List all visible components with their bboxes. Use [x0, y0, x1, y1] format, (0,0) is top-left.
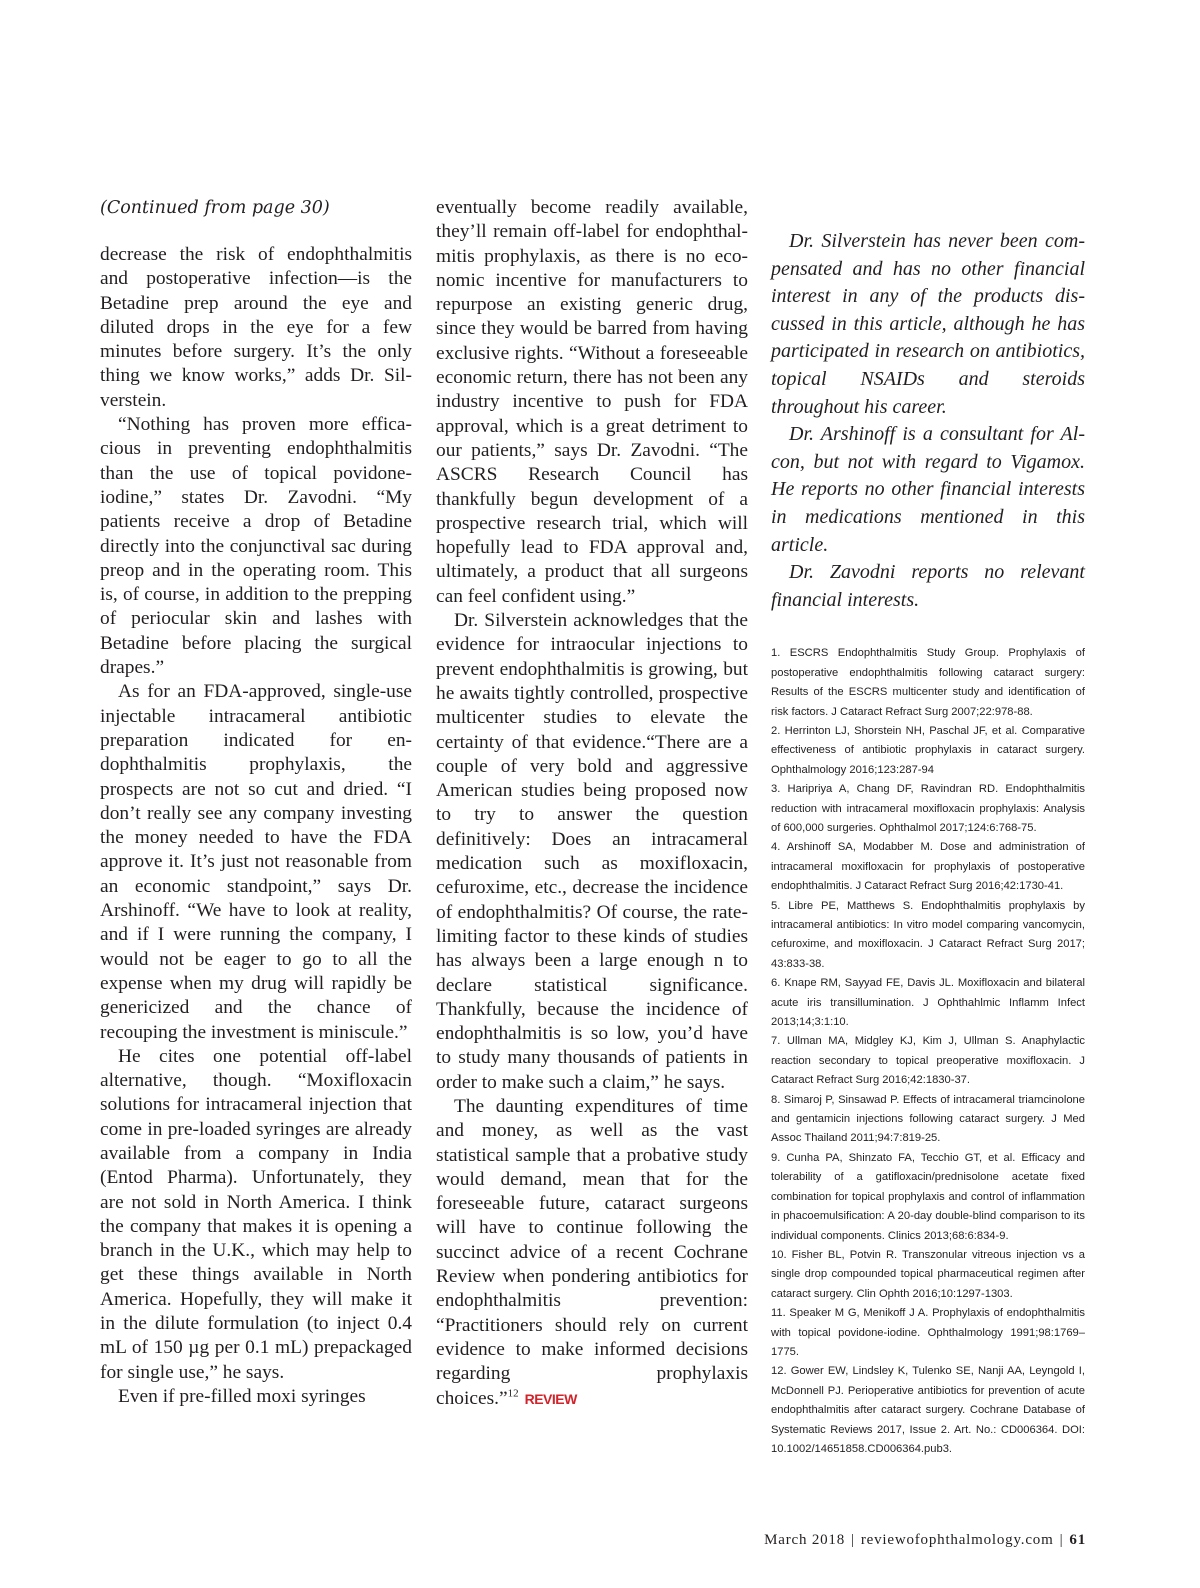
reference-item: 3. Haripriya A, Chang DF, Ravindran RD. Endophthalmitis reduction with intracameral moxifloxacin prophylaxis: Analysis of 600,000 surgeries. Ophthalmol 2017;124:6:768-75. [771, 783, 1085, 834]
reference-item: 4. Arshinoff SA, Modabber M. Dose and administration of intracameral moxifloxacin for prophylaxis of postoperative endophthalmitis. J Cataract Refract Surg 2016;42:1730-41. [771, 841, 1085, 893]
reference-item: 11. Speaker M G, Menikoff J A. Prophylaxis of endophthalmitis with topical povidone-iodine. Ophthalmology 1991;98:1769–1775. [771, 1307, 1085, 1358]
page-footer [600, 1532, 1086, 1549]
reference-item: 5. Libre PE, Matthews S. Endophthalmitis prophylaxis by intracameral antibiotics: In vitro model comparing vancomycin, cefuroxime, and moxifloxacin. J Cataract Refract Surg 2017; 43:833-38. [771, 899, 1085, 970]
footer-separator: | [851, 1532, 855, 1548]
reference-item: 6. Knape RM, Sayyad FE, Davis JL. Moxifloxacin and bilateral acute iris transillumination. J Ophthahlmic Inflamm Infect 2013;14;3:1:10. [771, 977, 1085, 1029]
paragraph: As for an FDA-approved, single-use injectable intracameral antibiotic preparation indicated for endophthalmitis prophylaxis, the prospects are not so cut and dried. “I don’t really see any company investing the money needed to have the FDA approve it. It’s just not reasonable from an economic standpoint,” says Dr. Arshinoff. “We have to look at reality, and if I were running the company, I would not be eager to go to all the expense when my drug will rapidly be genericized and the chance of recouping the investment is miniscule.” [100, 681, 412, 1043]
paragraph: Even if pre-filled moxi syringes [118, 1385, 366, 1407]
reference-item: 8. Simaroj P, Sinsawad P. Effects of intracameral triamcinolone and gentamicin injections following cataract surgery. J Med Assoc Thailand 2011;94:7:819-25. [771, 1093, 1085, 1145]
reference-item: 7. Ullman MA, Midgley KJ, Kim J, Ullman S. Anaphylactic reaction secondary to topical preoperative moxifloxacin. J Cataract Refract Surg 2016;42:1830-37. [771, 1035, 1085, 1087]
paragraph: decrease the risk of endophthalmitis and postoperative infection—is the Betadine prep around the eye and diluted drops in the eye for a few minutes before surgery. It’s the only thing we know works,” adds Dr. Silverstein. [100, 244, 412, 411]
article-column-2 [436, 196, 748, 1411]
sidebar-column [771, 228, 1085, 1459]
article-column-1 [100, 196, 412, 1409]
website: reviewofophthalmology.com [860, 1532, 1054, 1548]
paragraph: He cites one potential off-label alternative, though. “Moxifloxacin solutions for intracameral injection that come in pre-loaded syringes are already available from a company in India (Entod Pharma). Unfortunately, they are not sold in North America. I think the company that makes it is opening a branch in the U.K., which may help to get these things available in North America. Hopefully, they will make it in the dilute formulation (to inject 0.4 mL of 150 µg per 0.1 mL) prepackaged for single use,” he says. [100, 1045, 412, 1383]
closing-paragraph [436, 1095, 748, 1411]
paragraph: Dr. Silverstein acknowledges that the evidence for intraocular injections to prevent endophthalmitis is growing, but he awaits tightly controlled, prospective multicenter studies to elevate the certainty of that evidence.“There are a couple of very bold and aggressive American studies being proposed now to try to answer the question definitively: Does an intracameral medication such as moxifloxacin, cefuroxime, etc., decrease the incidence of endophthalmitis? Of course, the rate-limiting factor to these kinds of studies has always been a large enough n to declare statistical significance. Thankfully, because the incidence of endophthalmitis is so low, you’d have to study many thousands of patients in order to make such a claim,” he says. [436, 610, 748, 1093]
reference-item: 12. Gower EW, Lindsley K, Tulenko SE, Nanji AA, Leyngold I, McDonnell PJ. Perioperative antibiotics for prevention of acute endophthalmitis after cataract surgery. Cochrane Database of Systematic Reviews 2017, Issue 2. Art. No.: CD006364. DOI: 10.1002/14651858.CD006364.pub3. [771, 1365, 1085, 1455]
disclosure-silverstein: Dr. Silverstein has never been compensated and has no other financial interest in any of the products discussed in this article, although he has participated in research on antibiotics, topical NSAIDs and steroids throughout his career. [771, 230, 1085, 418]
review-end-mark: REVIEW [524, 1390, 577, 1407]
reference-item: 2. Herrinton LJ, Shorstein NH, Paschal JF, et al. Comparative effectiveness of antibiotic prophylaxis in cataract surgery. Ophthalmology 2016;123:287-94 [771, 724, 1085, 776]
paragraph: “Nothing has proven more efficacious in preventing endophthalmitis than the use of topical povidone-iodine,” states Dr. Zavodni. “My patients receive a drop of Betadine directly into the conjunctival sac during preop and in the operating room. This is, of course, in addition to the prepping of periocular skin and lashes with Betadine before placing the surgical drapes.” [100, 414, 412, 679]
references [771, 644, 1085, 1459]
closing-paragraph-text: The daunting expenditures of time and money, as well as the vast statistical sample that a probative study would demand, mean that for the foreseeable future, cataract surgeons will have to continue following the succinct advice of a recent Cochrane Review when pondering antibiotics for endophthalmitis prevention: “Practitioners should rely on current evidence to make informed decisions regarding prophylaxis choices.” [436, 1095, 748, 1409]
reference-superscript: 12 [507, 1387, 519, 1400]
reference-item: 9. Cunha PA, Shinzato FA, Tecchio GT, et al. Efficacy and tolerability of a gatifloxacin/prednisolone acetate fixed combination for topical prophylaxis and control of inflammation in phacoemulsification: A 20-day double-blind comparison to its individual components. Clinics 2013;68:6:834-9. [771, 1151, 1085, 1242]
continued-note: (Continued from page 30) [100, 198, 330, 218]
disclosure-zavodni: Dr. Zavodni reports no relevant financial interests. [771, 561, 1085, 611]
reference-item: 10. Fisher BL, Potvin R. Transzonular vitreous injection vs a single drop compounded topical pharmaceutical regimen after cataract surgery. Clin Ophth 2016;10:1297-1303. [771, 1248, 1085, 1300]
issue-date: March 2018 [764, 1532, 846, 1548]
paragraph: eventually become readily available, they’ll remain off-label for endophthalmitis prophylaxis, as there is no economic incentive for manufacturers to repurpose an existing generic drug, since they would be barred from having exclusive rights. “Without a foreseeable economic return, there has not been any industry incentive to push for FDA approval, which is a great detriment to our patients,” says Dr. Zavodni. “The ASCRS Research Council has thankfully begun development of a prospective research trial, which will hopefully lead to FDA approval and, ultimately, a product that all surgeons can feel confident using.” [436, 197, 748, 607]
footer-separator: | [1059, 1532, 1064, 1548]
disclosures [771, 228, 1085, 614]
reference-item: 1. ESCRS Endophthalmitis Study Group. Prophylaxis of postoperative endophthalmitis following cataract surgery: Results of the ESCRS multicenter study and identification of risk factors. J Cataract Refract Surg 2007;22:978-88. [771, 647, 1085, 718]
disclosure-arshinoff: Dr. Arshinoff is a consultant for Alcon, but not with regard to Vigamox. He reports no other financial interests in medications mentioned in this article. [771, 423, 1085, 556]
page-number: 61 [1069, 1532, 1086, 1548]
